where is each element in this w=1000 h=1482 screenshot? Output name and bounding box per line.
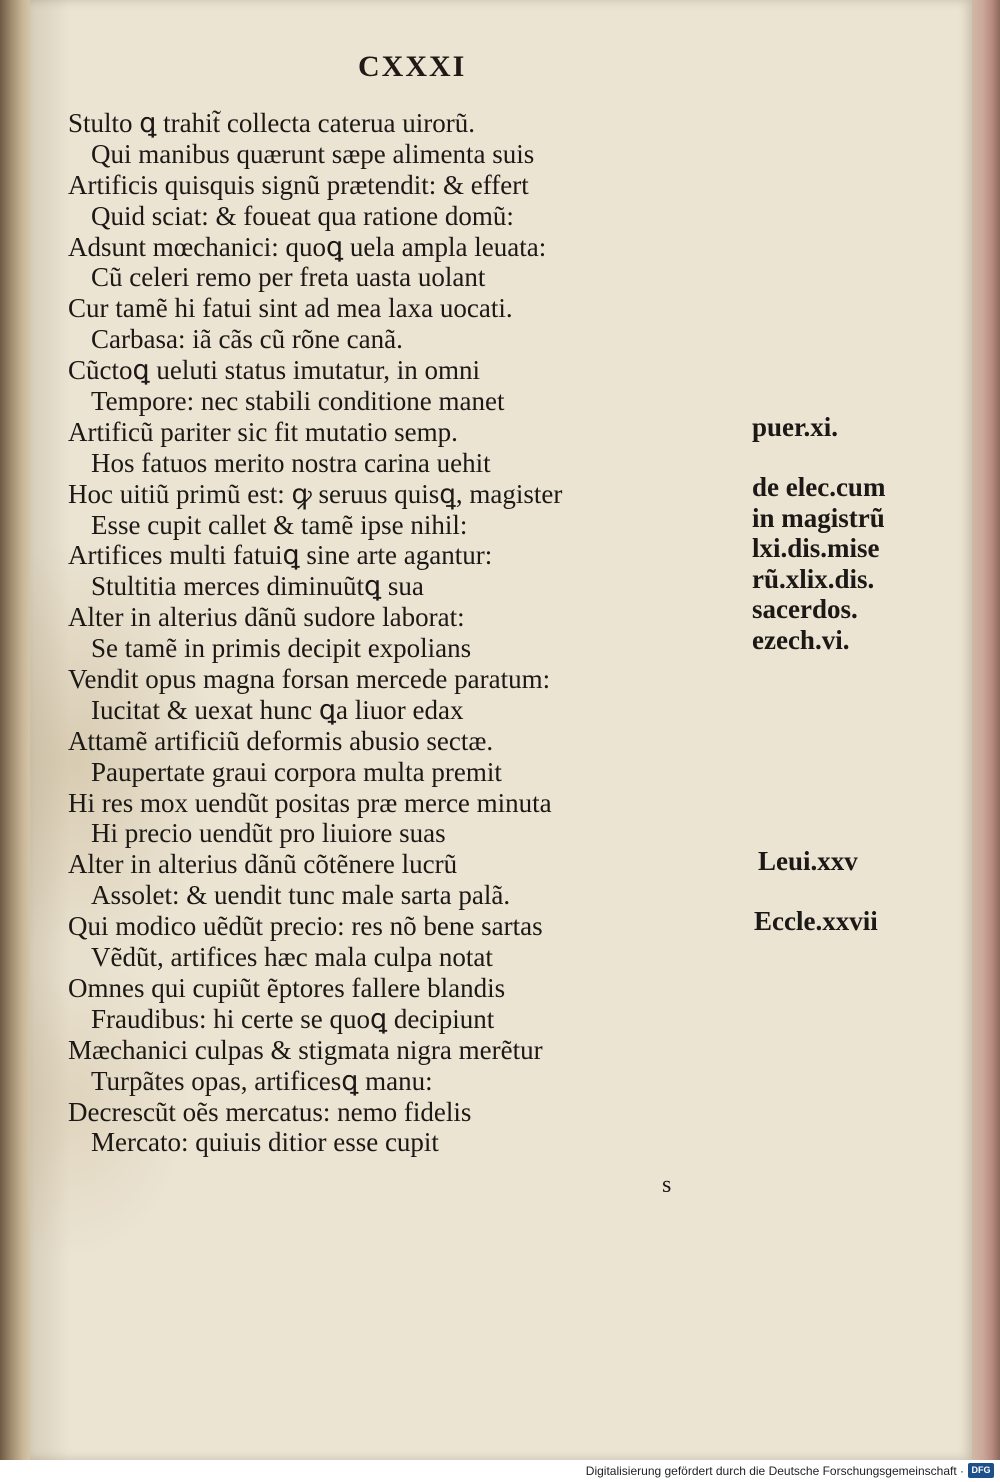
verse-line: Se tamẽ in primis decipit expolians [91, 633, 472, 664]
verse-line: Attamẽ artificiũ deformis abusio sectæ. [68, 725, 494, 756]
verse-line: Cur tamẽ hi fatui sint ad mea laxa uocati. [68, 293, 513, 324]
verse-line: Alter in alterius dãnũ sudore laborat: [68, 602, 465, 633]
book-gutter [0, 0, 32, 1460]
margin-gloss-leui: Leui.xxv [758, 846, 858, 876]
verse-line: Qui modico uẽdũt precio: res nõ bene sartas [68, 911, 543, 942]
signature-mark: s [662, 1172, 672, 1198]
verse-line: Esse cupit callet & tamẽ ipse nihil: [91, 509, 468, 540]
verse-line: Quid sciat: & foueat qua ratione domũ: [91, 200, 514, 231]
verse-line: Hos fatuos merito nostra carina uehit [91, 447, 491, 478]
verse-line: Decrescũt oẽs mercatus: nemo fidelis [68, 1096, 472, 1127]
footer-bar [0, 1460, 1000, 1482]
verse-line: Paupertate graui corpora multa premit [91, 756, 502, 787]
verse-line: Artificis quisquis signũ prætendit: & effert [68, 169, 529, 200]
verse-line: Adsunt mœchanici: quoꝗ uela ampla leuata: [68, 231, 547, 262]
verse-line: Vendit opus magna forsan mercede paratum: [68, 664, 551, 695]
verse-line: Artificũ pariter sic fit mutatio semp. [68, 416, 458, 447]
verse-line: Tempore: nec stabili conditione manet [91, 386, 505, 417]
verse-line: Fraudibus: hi certe se quoꝗ decipiunt [91, 1003, 495, 1034]
verse-line: Artifices multi fatuiꝗ sine arte agantur: [68, 540, 493, 571]
verse-line: Stulto ꝗ trahit̃ collecta caterua uirorũ. [68, 108, 475, 138]
verse-line: Qui manibus quærunt sæpe alimenta suis [91, 138, 535, 169]
verse-list [68, 108, 562, 1158]
footer-credit: Digitalisierung gefördert durch die Deutsche Forschungsgemeinschaft · [585, 1464, 964, 1478]
verse-line: Carbasa: iã cãs cũ rõne canã. [91, 324, 403, 355]
verse-line: Cũctoꝗ ueluti status imutatur, in omni [68, 355, 481, 386]
margin-gloss-puer: puer.xi. [752, 412, 839, 442]
verse-line: Omnes qui cupiũt ẽptores fallere blandis [68, 972, 506, 1003]
verse-line: Vẽdũt, artifices hæc mala culpa notat [91, 942, 493, 973]
verse-line: Assolet: & uendit tunc male sarta palã. [91, 880, 511, 911]
margin-gloss-line: in magistrũ [752, 502, 885, 533]
verse-line: Mercato: quiuis ditior esse cupit [91, 1127, 439, 1158]
verse-line: Turpãtes opas, artificesꝗ manu: [91, 1065, 433, 1096]
verse-line: Iucitat & uexat hunc ꝗa liuor edax [91, 694, 464, 725]
verse-line: Hi precio uendũt pro liuiore suas [91, 818, 446, 849]
verse-line: Hoc uitiũ primũ est: ꝙ seruus quisꝗ, magister [68, 478, 563, 509]
margin-gloss-group [752, 472, 885, 655]
verse-line: Cũ celeri remo per freta uasta uolant [91, 262, 486, 293]
margin-gloss-eccle: Eccle.xxvii [754, 906, 878, 936]
verse-line: Alter in alterius dãnũ cõtẽnere lucrũ [68, 849, 458, 880]
margin-gloss-line: sacerdos. [752, 594, 858, 624]
fore-edge [972, 0, 1000, 1460]
margin-gloss-line: rũ.xlix.dis. [752, 563, 875, 594]
verse-line: Mæchanici culpas & stigmata nigra merẽtur [68, 1034, 543, 1065]
margin-gloss-line: de elec.cum [752, 472, 886, 502]
verse-line: Stultitia merces diminuũtꝗ sua [91, 571, 424, 602]
dfg-logo: DFG [968, 1463, 994, 1478]
folio-number: CXXXI [358, 50, 467, 83]
margin-gloss-line: ezech.vi. [752, 624, 850, 655]
margin-gloss-line: lxi.dis.mise [752, 533, 880, 563]
verse-line: Hi res mox uendũt positas præ merce minuta [68, 787, 552, 818]
